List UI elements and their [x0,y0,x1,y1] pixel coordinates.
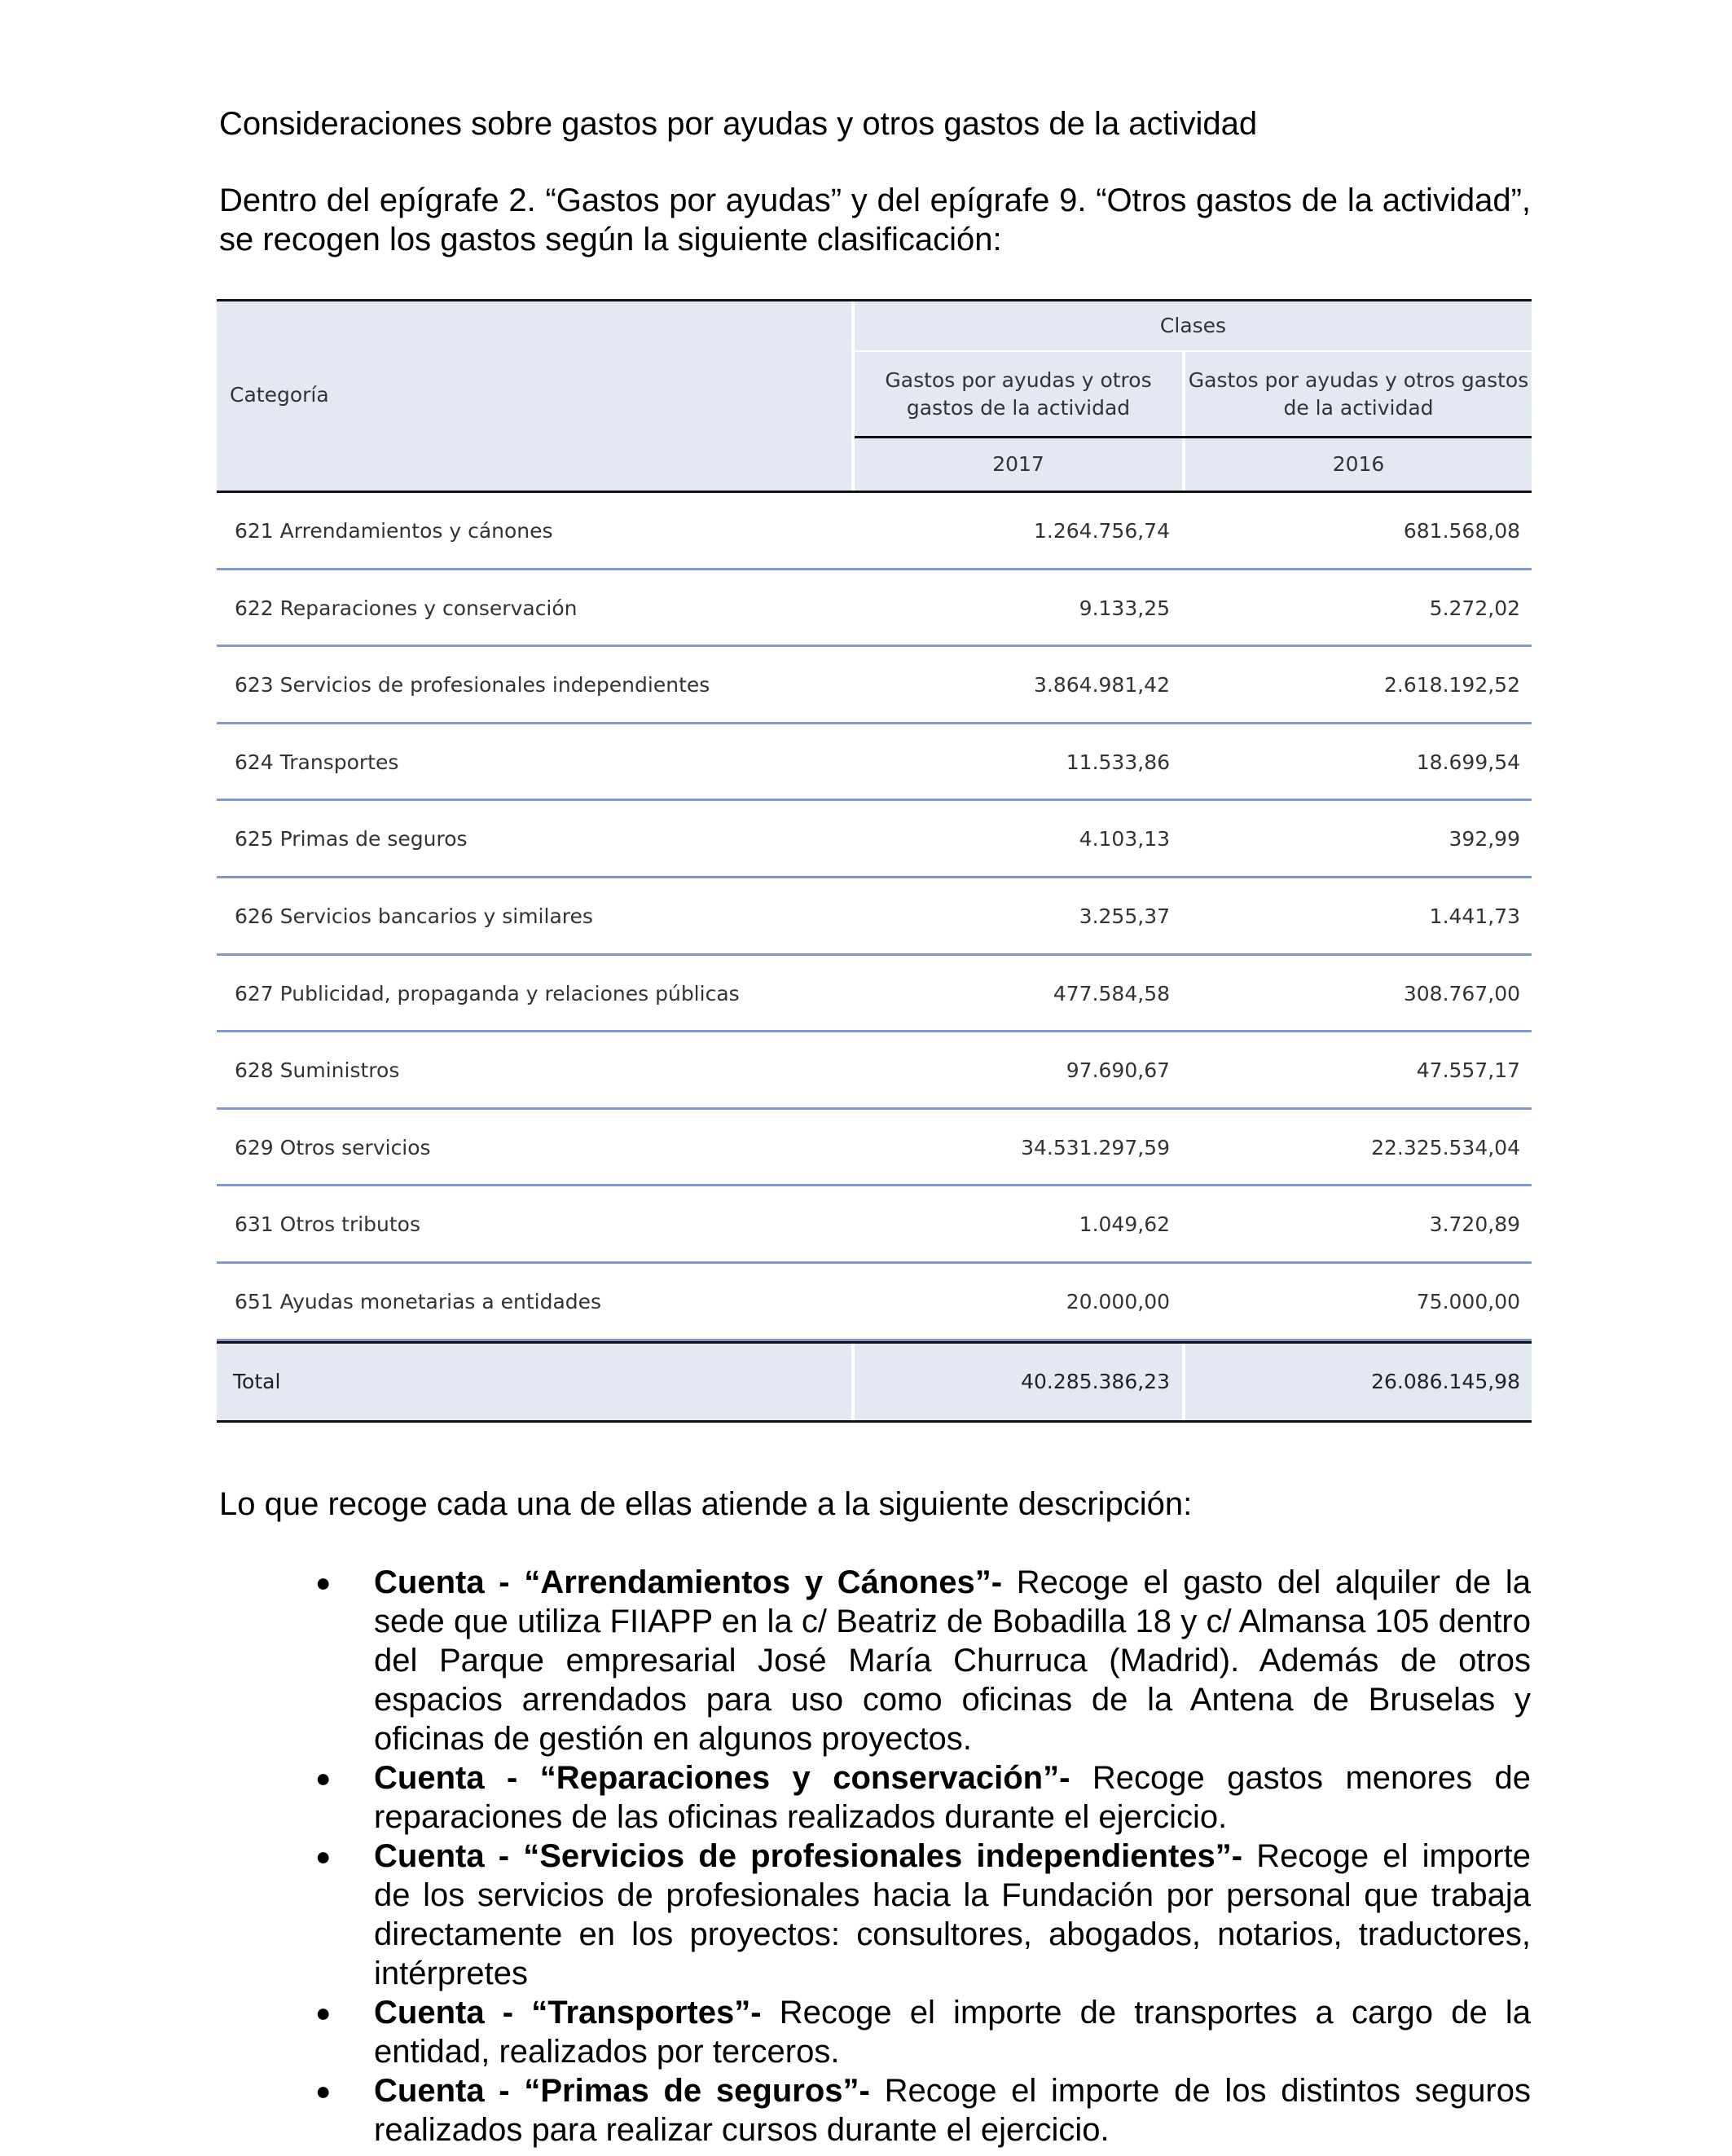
total-2017: 40.285.386,23 [1021,1369,1170,1393]
bullet-icon: ● [315,1568,332,1597]
row-label: 623 Servicios de profesionales independientes [235,673,710,697]
table-row [217,878,1532,956]
table-row [217,956,1532,1033]
value-2017: 11.533,86 [1066,750,1170,774]
bullet-icon: ● [315,1998,332,2027]
value-2017: 34.531.297,59 [1021,1135,1170,1159]
account-description: Recoge el gasto del alquiler de la sede que utiliza FIIAPP en la c/ Beatriz de Bobadilla 18 y c/ Almansa 105 dentro del Parque empresarial José María Churruca (Madrid). Además de otros espacios arrendados para uso como oficinas de la Antena de Bruselas y oficinas de gestión en algunos proyectos. [374,1564,1531,1757]
bullet-icon: ● [315,2076,332,2105]
table-row [217,647,1532,724]
category-header: Categoría [230,383,329,407]
year-header-2017: 2017 [992,452,1044,476]
column-header-2017: Gastos por ayudas y otros gastos de la actividad [885,368,1152,420]
table-row [217,1186,1532,1264]
section-heading: Consideraciones sobre gastos por ayudas y otros gastos de la actividad [219,106,1258,142]
value-2016: 18.699,54 [1416,750,1520,774]
value-2016: 681.568,08 [1403,519,1520,543]
row-label: 624 Transportes [235,750,399,774]
table-header [217,299,1532,493]
value-2016: 5.272,02 [1429,596,1520,620]
table-row [217,801,1532,878]
column-header-2016: Gastos por ayudas y otros gastos de la actividad [1188,368,1529,420]
list-item [219,1758,1531,1837]
value-2017: 1.049,62 [1079,1212,1170,1237]
table-row [217,1110,1532,1187]
account-description: Recoge el importe de los servicios de profesionales hacia la Fundación por personal que trabaja directamente en los proyectos: consultores, abogados, notarios, traductores, intérpretes [374,1838,1531,1991]
table-row [217,1264,1532,1341]
description-intro: Lo que recoge cada una de ellas atiende a la siguiente descripción: [219,1486,1193,1522]
classes-header: Clases [855,301,1532,352]
value-2016: 2.618.192,52 [1384,673,1520,697]
value-2016: 47.557,17 [1416,1058,1520,1083]
table-row [217,1032,1532,1110]
account-title: Cuenta - “Reparaciones y conservación”- [374,1760,1070,1796]
value-2017: 97.690,67 [1066,1058,1170,1083]
account-description: Recoge el importe de los distintos seguros realizados para realizar cursos durante el ejercicio. [374,2073,1532,2148]
value-2017: 9.133,25 [1079,596,1170,620]
value-2016: 1.441,73 [1429,904,1520,928]
value-2016: 75.000,00 [1416,1289,1520,1313]
row-label: 625 Primas de seguros [235,827,468,851]
total-separator [851,1344,855,1420]
value-2017: 477.584,58 [1053,981,1170,1005]
total-separator [1182,1344,1185,1420]
row-label: 627 Publicidad, propaganda y relaciones públicas [235,981,740,1005]
account-description: Recoge el importe de transportes a cargo de la entidad, realizados por terceros. [374,1995,1532,2070]
row-label: 629 Otros servicios [235,1135,431,1159]
value-2016: 308.767,00 [1403,981,1520,1005]
list-item [219,2071,1531,2149]
row-label: 622 Reparaciones y conservación [235,596,578,620]
value-2017: 1.264.756,74 [1034,519,1170,543]
account-title: Cuenta - “Servicios de profesionales independientes”- [374,1838,1243,1874]
value-2017: 4.103,13 [1079,827,1170,851]
bullet-icon: ● [315,1763,332,1793]
account-description-list [219,1563,1531,2149]
value-2016: 22.325.534,04 [1371,1135,1520,1159]
list-item [219,1993,1531,2071]
table-row [217,493,1532,570]
total-row [217,1341,1532,1423]
row-label: 631 Otros tributos [235,1212,421,1237]
row-label: 628 Suministros [235,1058,400,1083]
total-2016: 26.086.145,98 [1371,1369,1520,1393]
account-description: Recoge gastos menores de reparaciones de las oficinas realizados durante el ejercicio. [374,1760,1531,1835]
row-label: 621 Arrendamientos y cánones [235,519,553,543]
value-2016: 392,99 [1448,827,1520,851]
account-title: Cuenta - “Primas de seguros”- [374,2073,870,2109]
row-label: 651 Ayudas monetarias a entidades [235,1289,602,1313]
list-item [219,1837,1531,1993]
row-label: 626 Servicios bancarios y similares [235,904,593,928]
bullet-icon: ● [315,1841,332,1871]
table-row [217,570,1532,648]
account-title: Cuenta - “Transportes”- [374,1995,762,2031]
total-label: Total [233,1369,281,1393]
value-2017: 3.255,37 [1079,904,1170,928]
value-2017: 3.864.981,42 [1034,673,1170,697]
table-row [217,724,1532,802]
account-title: Cuenta - “Arrendamientos y Cánones”- [374,1564,1003,1600]
intro-paragraph: Dentro del epígrafe 2. “Gastos por ayudas” y del epígrafe 9. “Otros gastos de la actividad”, se recogen los gastos según la siguiente clasificación: [219,183,1531,257]
year-header-2016: 2016 [1332,452,1385,476]
value-2016: 3.720,89 [1429,1212,1520,1237]
list-item [219,1563,1531,1758]
value-2017: 20.000,00 [1066,1289,1170,1313]
expenses-table [217,299,1532,1423]
